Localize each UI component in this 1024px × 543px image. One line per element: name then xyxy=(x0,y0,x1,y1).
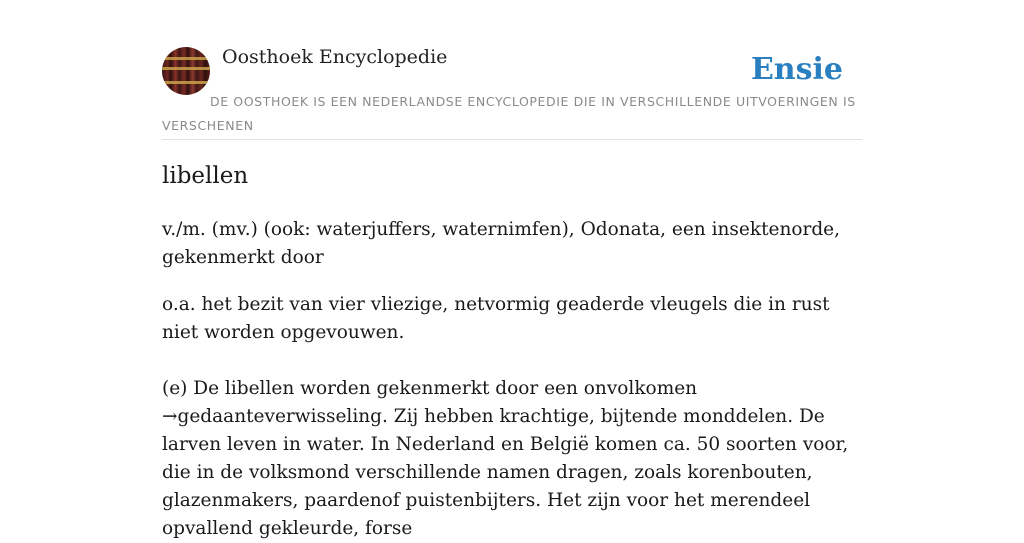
entry-paragraph: o.a. het bezit van vier vliezige, netvormig geaderde vleugels die in rust niet worden opgevouwen. xyxy=(162,294,830,343)
book-spines-avatar[interactable] xyxy=(162,47,210,95)
brand-logo[interactable]: Ensie xyxy=(750,52,843,87)
entry-paragraph: v./m. (mv.) (ook: waterjuffers, waternimfen), Odonata, een insektenorde, gekenmerkt door xyxy=(162,219,841,268)
entry-paragraph: (e) De libellen worden gekenmerkt door een onvolkomen →gedaanteverwisseling. Zij hebben krachtige, bijtende monddelen. De larven leven in water. In Nederland en België komen ca. 50 soorten voor, die in de volksmond verschillende namen dragen, zoals korenbouten, glazenmakers, paardenof puistenbijters. Het zijn voor het merendeel opvallend gekleurde, forse xyxy=(162,378,849,539)
entry-content xyxy=(162,216,862,543)
header-divider xyxy=(162,139,862,140)
site-tagline: DE OOSTHOEK IS EEN NEDERLANDSE ENCYCLOPEDIE DIE IN VERSCHILLENDE UITVOERINGEN IS VERSCHENEN xyxy=(162,94,856,133)
site-name[interactable]: Oosthoek Encyclopedie xyxy=(222,46,448,68)
entry-title: libellen xyxy=(162,163,249,189)
